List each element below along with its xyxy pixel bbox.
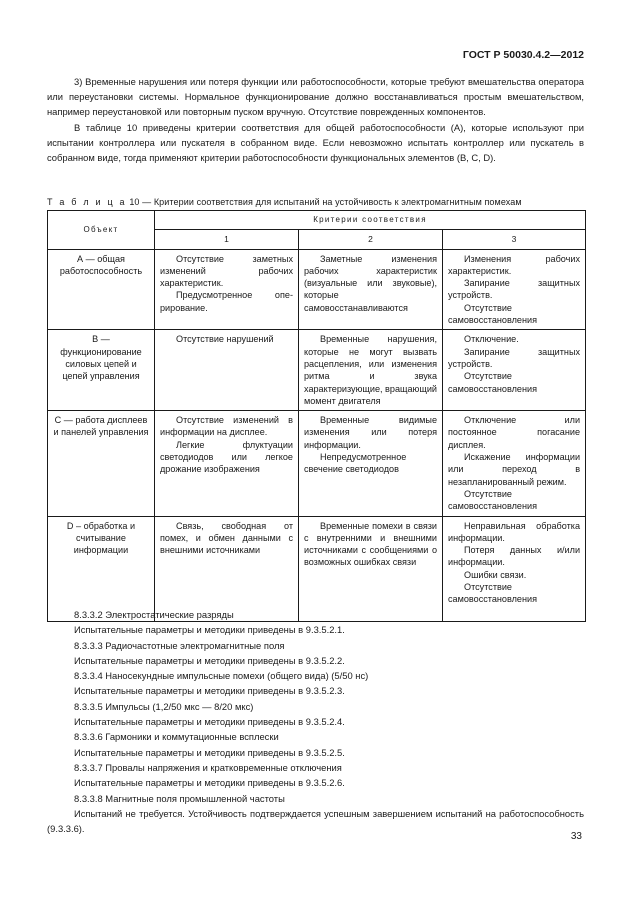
cell-line: Отключение или постоянное погасание дисплея. (448, 415, 581, 450)
cell-line: Отсутствие изменений в информации на дисплее. (160, 415, 293, 438)
cell-line: Запирание защитных устройств. (448, 278, 581, 301)
document-header: ГОСТ Р 50030.4.2—2012 (462, 49, 584, 61)
table-cell-object: А — общая работоспособность (48, 249, 155, 330)
table-cell-criteria-1 (155, 411, 299, 516)
section-line: 8.3.3.3 Радиочастотные электромагнитные поля (74, 639, 285, 651)
cell-line: Искажение информации или переход в незапланированный режим. (448, 452, 581, 487)
section-line: 8.3.3.5 Импульсы (1,2/50 мкс — 8/20 мкс) (74, 700, 254, 712)
header-criteria: Критерии соответствия (155, 211, 586, 230)
table-cell-criteria-1 (155, 330, 299, 411)
section-line: Испытательные параметры и методики приведены в 9.3.5.2.1. (74, 624, 345, 636)
header-col-1: 1 (155, 230, 299, 249)
table-cell-criteria-1 (155, 516, 299, 621)
section-line: 8.3.3.7 Провалы напряжения и кратковременные отключения (74, 761, 342, 773)
cell-line: Потеря данных и/или информации. (448, 545, 581, 568)
table-cell-criteria-2 (299, 411, 443, 516)
table-cell-criteria-2 (299, 249, 443, 330)
intro-paragraph-2: В таблице 10 приведены критерии соответствия для общей работоспособности (А), которые используют при испытании контроллера или пускателя в собранном виде. Если невозможно испытать контроллер или пускатель в собранном виде, тогда применяют критерии работоспособности функциональных элементов (В, С, D). (47, 121, 584, 164)
cell-line: Временные нарушения, которые не могут вызвать расцепления, или изменения ритма и звука характеризующие, вращающий момент двигателя (304, 334, 438, 406)
cell-line: Изменения рабочих характеристик. (448, 253, 581, 276)
table-cell-criteria-2 (299, 516, 443, 621)
cell-line: Отключение. (464, 334, 519, 345)
cell-line: Заметные изменения рабочих характеристик (визуальные или звуковые), которые самовосстанавливаются (304, 253, 437, 313)
table-caption-text: 10 — Критерии соответствия для испытаний на устойчивость к электромагнитным помехам (129, 197, 522, 207)
cell-line: Отсутствие самовосстановления (448, 371, 538, 394)
table-row (48, 516, 586, 621)
table-cell-object: В — функционирование силовых цепей и цепей управления (48, 330, 155, 411)
closing-paragraph: Испытаний не требуется. Устойчивость подтверждается успешным завершением испытаний на работоспособность (9.3.3.6). (47, 807, 584, 835)
table-cell-criteria-3 (443, 330, 586, 411)
cell-line: Непредусмотренное свечение светодиодов (304, 452, 407, 475)
cell-line: Неправильная обработка информации. (448, 520, 581, 543)
section-line: 8.3.3.4 Наносекундные импульсные помехи (общего вида) (5/50 нс) (74, 670, 369, 682)
section-line: Испытательные параметры и методики приведены в 9.3.5.2.4. (74, 716, 345, 728)
table-cell-criteria-1 (155, 249, 299, 330)
header-col-2: 2 (299, 230, 443, 249)
table-row (48, 411, 586, 516)
table-cell-object: D – обработка и считывание информации (48, 516, 155, 621)
cell-line: Отсутствие самовосстановления (448, 302, 538, 326)
cell-line: Отсутствие заметных изменений рабочих характеристик. (160, 253, 293, 289)
cell-line: Отсутствие самовосстановления (448, 488, 538, 512)
cell-line: Отсутствие нарушений (176, 334, 274, 345)
cell-line: Ошибки связи. (464, 569, 527, 580)
cell-line: Связь, свободная от помех, и обмен данными с внешними источниками (160, 520, 293, 556)
table-row (48, 249, 586, 330)
cell-line: Временные помехи в связи с внутренними и внешними источниками с сообщениями о возможных ошибках связи (304, 520, 437, 568)
cell-line: Временные видимые изменения или потеря информации. (304, 415, 437, 450)
table-cell-criteria-3 (443, 516, 586, 621)
table-caption-label: Т а б л и ц а (47, 197, 127, 207)
cell-line: Запирание защитных устройств. (448, 346, 581, 369)
cell-line: Предусмотренное оперирование. (160, 290, 293, 313)
table-cell-criteria-2 (299, 330, 443, 411)
intro-text (47, 74, 584, 165)
table-row (48, 330, 586, 411)
table-caption (47, 197, 522, 207)
section-line: Испытательные параметры и методики приведены в 9.3.5.2.2. (74, 654, 345, 666)
cell-line: Отсутствие самовосстановления (448, 582, 538, 605)
section-line: Испытательные параметры и методики приведены в 9.3.5.2.3. (74, 685, 345, 697)
section-line: Испытательные параметры и методики приведены в 9.3.5.2.5. (74, 746, 345, 758)
section-line: Испытательные параметры и методики приведены в 9.3.5.2.6. (74, 777, 345, 789)
header-col-3: 3 (443, 230, 586, 249)
table-cell-criteria-3 (443, 249, 586, 330)
cell-line: Легкие флуктуации светодиодов или легкое дрожание изображения (160, 439, 293, 475)
page-number: 33 (570, 831, 582, 842)
section-line: 8.3.3.2 Электростатические разряды (74, 609, 234, 620)
table-header-row (48, 211, 586, 230)
section-line: 8.3.3.8 Магнитные поля промышленной частоты (74, 792, 285, 804)
table-cell-object: С — работа дисплеев и панелей управления (48, 411, 155, 516)
table-cell-criteria-3 (443, 411, 586, 516)
sections-container (47, 607, 584, 806)
criteria-table (47, 210, 586, 622)
section-line: 8.3.3.6 Гармоники и коммутационные всплески (74, 731, 279, 743)
header-object: Объект (48, 211, 155, 250)
sections-list (47, 607, 584, 836)
intro-paragraph-1: 3) Временные нарушения или потеря функции или работоспособности, которые требуют вмешательства оператора или переустановки системы. Нормальное функционирование должно восстанавливаться простым вмешательством, например переустановкой или повторным пуском вручную. Отсутствие поврежденных компонентов. (47, 76, 584, 118)
